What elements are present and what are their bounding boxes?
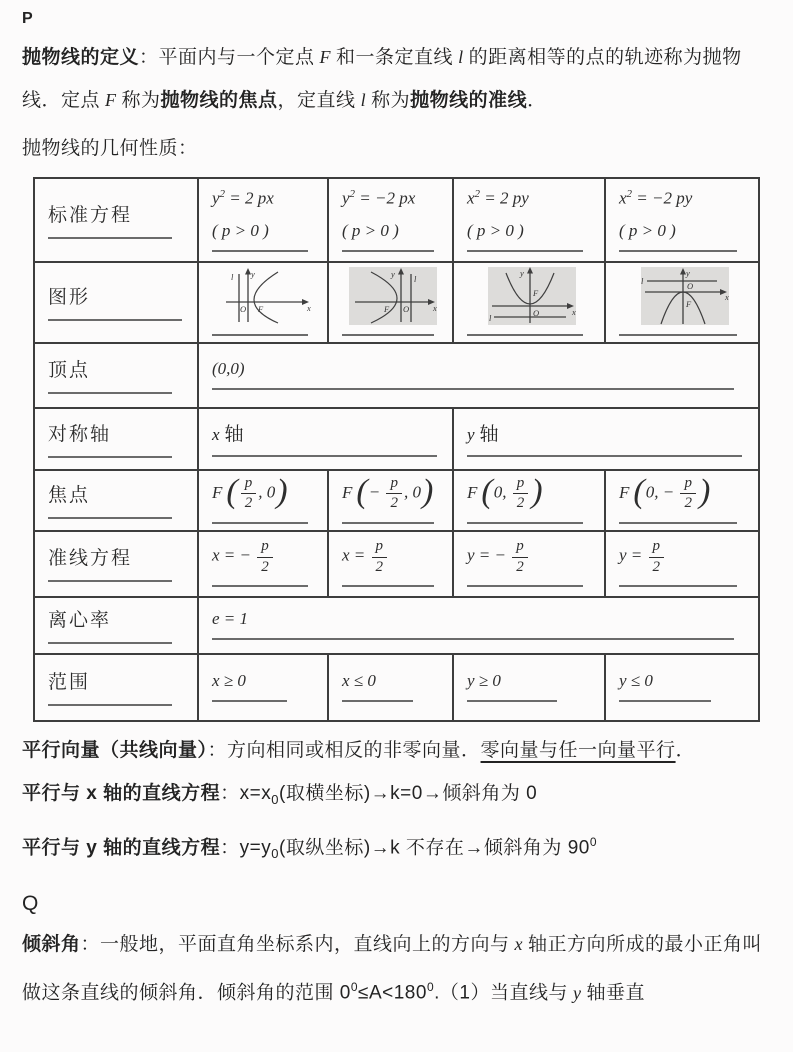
- focus-F: F: [467, 482, 478, 502]
- axis-label-y: y: [250, 269, 255, 279]
- equation: [342, 188, 444, 209]
- blank-underline: [467, 250, 583, 252]
- axis-variable: y: [467, 425, 475, 444]
- eq-condition: ( p > 0 ): [619, 221, 676, 241]
- directrix-lhs: x =: [342, 545, 370, 565]
- row-label-directrix: [34, 531, 198, 597]
- row-directrix: [34, 531, 759, 597]
- focus-F: F: [619, 482, 630, 502]
- fraction-numerator: p: [513, 475, 529, 494]
- fraction-denominator: 2: [516, 495, 525, 512]
- fraction: [512, 538, 528, 576]
- directrix-value: [467, 538, 596, 576]
- cell-focus-3: [453, 470, 605, 531]
- parallel-y-colon: ：: [220, 837, 240, 859]
- parallel-x-lead: 平行与 x 轴的直线方程: [22, 782, 221, 804]
- eq-exponent: 2: [474, 187, 481, 200]
- focus-pre: 0,: [493, 482, 511, 502]
- eq-base: y: [342, 188, 350, 208]
- fraction-numerator: p: [512, 538, 528, 557]
- fraction-denominator: 2: [244, 495, 253, 512]
- parabola-definition-paragraph: [22, 36, 770, 122]
- cell-range-2: [328, 654, 453, 721]
- axis-han-label: 轴: [224, 424, 244, 445]
- row-standard-equation: [34, 178, 759, 262]
- definition-colon: ：: [139, 47, 159, 68]
- equation: [212, 188, 319, 209]
- cell-axis-x: [198, 408, 453, 470]
- blank-underline: [342, 585, 434, 587]
- parallel-vectors-paragraph: [22, 738, 770, 764]
- vectors-colon: ：: [207, 739, 228, 761]
- range-value: y ≤ 0: [619, 670, 653, 690]
- var-y: y: [573, 982, 582, 1003]
- axis-label-y: y: [391, 269, 395, 279]
- focus-value: [467, 472, 596, 513]
- eccentricity-variable: e: [212, 608, 220, 628]
- parallel-y-axis-paragraph: [22, 829, 770, 867]
- blank-underline: [212, 522, 308, 524]
- cell-vertex: [198, 343, 759, 408]
- parabola-graph-opens-up-icon: [484, 267, 580, 325]
- parabola-properties-table: [33, 177, 760, 722]
- axis-label-x: x: [433, 303, 437, 313]
- row-label-focus: [34, 470, 198, 531]
- directrix-lhs: y = −: [467, 545, 511, 565]
- focus-label-f: F: [257, 304, 263, 314]
- eq-exponent: 2: [626, 187, 633, 200]
- definition-lead: 抛物线的定义: [22, 47, 140, 68]
- row-axis-of-symmetry: [34, 408, 759, 470]
- fraction-numerator: p: [680, 475, 696, 494]
- blank-underline: [342, 250, 434, 252]
- superscript-zero: 0: [589, 835, 598, 850]
- row-label-range: [34, 654, 198, 721]
- left-paren: (: [356, 472, 368, 510]
- directrix-value: [212, 538, 319, 576]
- blank-underline: [467, 455, 742, 457]
- left-paren: (: [481, 472, 493, 510]
- cell-standard-eq-2: [328, 178, 453, 262]
- cell-directrix-2: [328, 531, 453, 597]
- inclination-angle-paragraph: [22, 923, 770, 1014]
- parallel-y-lead: 平行与 y 轴的直线方程: [22, 837, 221, 859]
- parallel-x-colon: ：: [220, 782, 240, 804]
- definition-text-3: 的距离相等的点的轨迹称为抛物线．定点: [22, 47, 742, 111]
- cell-graph-opens-down: [605, 262, 759, 343]
- cell-focus-1: [198, 470, 328, 531]
- equation: [467, 188, 596, 209]
- row-label-axis: [34, 408, 198, 470]
- eq-rhs: = 2 py: [480, 188, 529, 208]
- right-paren: ): [698, 472, 711, 510]
- cell-range-1: [198, 654, 328, 721]
- eq-rhs: = −2 px: [355, 188, 416, 208]
- blank-underline: [619, 585, 737, 587]
- definition-text-2: 和一条定直线: [336, 47, 454, 68]
- inclination-colon: ：: [80, 934, 101, 956]
- cell-standard-eq-1: [198, 178, 328, 262]
- definition-bold-directrix: 抛物线的准线: [410, 90, 528, 111]
- axis-label-y: y: [685, 268, 690, 278]
- eq-exponent: 2: [219, 187, 226, 200]
- focus-label-f: F: [532, 288, 538, 298]
- eq-base: x: [467, 188, 475, 208]
- blank-underline: [48, 237, 172, 239]
- axis-label-x: x: [571, 307, 576, 317]
- blank-underline: [619, 334, 737, 336]
- blank-underline: [48, 642, 172, 644]
- vectors-underlined-text: 零向量与任一向量平行: [480, 739, 676, 761]
- definition-text-1: 平面内与一个定点: [158, 47, 315, 68]
- fraction: [649, 538, 665, 576]
- right-paren: ): [276, 472, 288, 510]
- superscript-zero: 0: [426, 980, 435, 995]
- parallel-y-text: (取纵坐标)→k 不存在→倾斜角为 90: [279, 837, 590, 859]
- eq-base: y: [212, 188, 220, 208]
- cell-graph-opens-up: [453, 262, 605, 343]
- focus-label-f: F: [685, 299, 691, 309]
- row-label-vertex: [34, 343, 198, 408]
- cell-focus-4: [605, 470, 759, 531]
- blank-underline: [212, 585, 308, 587]
- focus-value: [342, 472, 444, 513]
- definition-text-4: 称为: [121, 90, 161, 111]
- fraction-numerator: p: [649, 538, 665, 557]
- vertex-value: (0,0): [212, 359, 245, 378]
- blank-underline: [212, 455, 437, 457]
- axis-label-x: x: [306, 303, 311, 313]
- fraction-numerator: p: [241, 475, 257, 494]
- superscript-zero: 0: [350, 980, 359, 995]
- fraction-denominator: 2: [684, 495, 692, 512]
- range-value: y ≥ 0: [467, 670, 501, 690]
- focus-F: F: [212, 482, 223, 502]
- row-label-text: 图形: [48, 287, 91, 308]
- focus-value: [212, 472, 319, 513]
- blank-underline: [48, 319, 182, 321]
- eq-exponent: 2: [349, 187, 356, 200]
- fraction-denominator: 2: [390, 495, 398, 512]
- left-paren: (: [226, 472, 238, 510]
- blank-underline: [467, 585, 583, 587]
- range-value: x ≤ 0: [342, 670, 376, 690]
- inclination-text-5: 轴垂直: [586, 982, 646, 1004]
- cell-standard-eq-3: [453, 178, 605, 262]
- vectors-lead: 平行向量（共线向量）: [22, 739, 208, 761]
- row-label-text: 准线方程: [48, 548, 133, 569]
- parallel-x-eq: x=x: [239, 782, 272, 804]
- blank-underline: [342, 700, 413, 702]
- fraction: [513, 475, 529, 513]
- inclination-lead: 倾斜角: [22, 934, 81, 956]
- cell-graph-opens-left: [328, 262, 453, 343]
- row-label-graph: [34, 262, 198, 343]
- row-label-text: 顶点: [48, 360, 91, 381]
- fraction-numerator: p: [372, 538, 388, 557]
- focus-post: , 0: [403, 482, 421, 502]
- cell-eccentricity: [198, 597, 759, 654]
- row-label-eccentricity: [34, 597, 198, 654]
- fraction: [386, 475, 402, 513]
- right-paren: ): [531, 472, 543, 510]
- cell-range-4: [605, 654, 759, 721]
- directrix-label-l: l: [488, 313, 491, 323]
- axis-value: [467, 419, 750, 446]
- focus-value: [619, 472, 750, 513]
- blank-underline: [212, 388, 734, 390]
- parabola-graph-opens-right-icon: [218, 267, 314, 325]
- left-paren: (: [633, 472, 645, 510]
- row-label-text: 范围: [48, 671, 91, 693]
- directrix-value: [619, 538, 750, 576]
- origin-label-o: O: [403, 304, 410, 314]
- subscript-zero: 0: [271, 791, 279, 807]
- focus-F: F: [342, 482, 353, 502]
- definition-bold-focus: 抛物线的焦点: [160, 90, 278, 111]
- origin-label-o: O: [686, 281, 693, 291]
- fraction-numerator: p: [386, 475, 402, 494]
- fraction-numerator: p: [257, 538, 273, 557]
- cell-axis-y: [453, 408, 759, 470]
- eq-condition: ( p > 0 ): [342, 221, 399, 241]
- directrix-value: [342, 538, 444, 576]
- blank-underline: [619, 250, 737, 252]
- origin-label-o: O: [239, 304, 246, 314]
- blank-underline: [619, 522, 737, 524]
- axis-label-y: y: [519, 268, 524, 278]
- definition-text-6: 称为: [371, 90, 411, 111]
- fraction: [372, 538, 388, 576]
- row-eccentricity: [34, 597, 759, 654]
- definition-text-5: ，定直线: [277, 90, 356, 111]
- focus-label-f: F: [384, 304, 390, 314]
- parallel-y-eq: y=y: [239, 837, 272, 859]
- axis-label-x: x: [724, 292, 729, 302]
- focus-post: , 0: [258, 482, 276, 502]
- fraction-denominator: 2: [261, 558, 269, 575]
- equation: [619, 188, 750, 209]
- document-body: [22, 8, 770, 1015]
- eq-condition: ( p > 0 ): [467, 221, 524, 241]
- blank-underline: [212, 700, 287, 702]
- blank-underline: [467, 700, 557, 702]
- parallel-x-axis-paragraph: [22, 781, 770, 813]
- row-label-text: 标准方程: [48, 204, 133, 226]
- blank-underline: [48, 456, 172, 458]
- directrix-label-l: l: [230, 272, 233, 282]
- eq-base: x: [619, 188, 627, 208]
- cell-standard-eq-4: [605, 178, 759, 262]
- blank-underline: [212, 250, 308, 252]
- definition-text-7: ．: [527, 90, 547, 111]
- origin-label-o: O: [532, 308, 539, 318]
- blank-underline: [48, 517, 172, 519]
- eccentricity-equals: = 1: [219, 608, 249, 628]
- cell-directrix-4: [605, 531, 759, 597]
- directrix-lhs: y =: [619, 545, 647, 565]
- blank-underline: [212, 334, 308, 336]
- blank-underline: [467, 334, 583, 336]
- blank-underline: [619, 700, 711, 702]
- var-l: l: [360, 90, 367, 110]
- section-label-q: Q: [22, 892, 39, 916]
- cell-directrix-1: [198, 531, 328, 597]
- blank-underline: [48, 704, 172, 706]
- inclination-text-4: .（1）当直线与: [434, 982, 568, 1004]
- eccentricity-value: [212, 609, 750, 629]
- vectors-text-1: 方向相同或相反的非零向量．: [227, 739, 481, 761]
- fraction-denominator: 2: [652, 558, 661, 575]
- eq-condition: ( p > 0 ): [212, 221, 269, 241]
- blank-underline: [48, 580, 172, 582]
- row-vertex: [34, 343, 759, 408]
- focus-pre: −: [368, 482, 385, 502]
- var-x: x: [514, 934, 524, 955]
- inclination-text-1: 一般地，平面直角坐标系内，直线向上的方向与: [100, 934, 510, 956]
- properties-heading: 抛物线的几何性质：: [22, 138, 198, 159]
- fraction: [257, 538, 273, 576]
- blank-underline: [212, 638, 734, 640]
- parallel-x-text: (取横坐标)→k=0→倾斜角为 0: [279, 782, 538, 804]
- directrix-label-l: l: [640, 276, 643, 286]
- inclination-text-3: ≤A<180: [358, 982, 427, 1004]
- right-paren: ): [421, 472, 434, 510]
- inclination-text-2: 轴正方向所成的最小正角叫做这条直线的倾斜角．倾斜角的范围 0: [22, 934, 763, 1004]
- fraction: [680, 475, 696, 513]
- var-F: F: [319, 47, 332, 67]
- axis-variable: x: [212, 425, 220, 444]
- eq-rhs: = −2 py: [632, 188, 693, 208]
- row-label-text: 离心率: [48, 609, 112, 631]
- row-range: [34, 654, 759, 721]
- row-label-text: 对称轴: [48, 423, 112, 445]
- row-label-standard-equation: [34, 178, 198, 262]
- cell-focus-2: [328, 470, 453, 531]
- fraction-denominator: 2: [516, 558, 524, 575]
- row-focus: [34, 470, 759, 531]
- focus-pre: 0, −: [645, 482, 679, 502]
- fraction-denominator: 2: [375, 558, 384, 575]
- directrix-lhs: x = −: [212, 545, 256, 565]
- var-F: F: [105, 90, 117, 110]
- row-label-text: 焦点: [48, 484, 91, 506]
- vectors-text-2: ．: [675, 739, 696, 761]
- blank-underline: [342, 334, 434, 336]
- section-label-p: P: [22, 10, 33, 27]
- row-graph: [34, 262, 759, 343]
- parabola-graph-opens-down-icon: [637, 267, 733, 325]
- cell-directrix-3: [453, 531, 605, 597]
- blank-underline: [48, 392, 172, 394]
- directrix-label-l: l: [414, 274, 417, 284]
- var-l: l: [458, 47, 464, 67]
- parabola-graph-opens-left-icon: [345, 267, 441, 325]
- cell-graph-opens-right: [198, 262, 328, 343]
- eq-rhs: = 2 px: [225, 188, 274, 208]
- subscript-zero: 0: [271, 846, 279, 862]
- axis-han-label: 轴: [479, 424, 499, 445]
- blank-underline: [342, 522, 434, 524]
- range-value: x ≥ 0: [212, 670, 246, 690]
- axis-value: [212, 419, 444, 446]
- cell-range-3: [453, 654, 605, 721]
- blank-underline: [467, 522, 583, 524]
- fraction: [241, 475, 257, 513]
